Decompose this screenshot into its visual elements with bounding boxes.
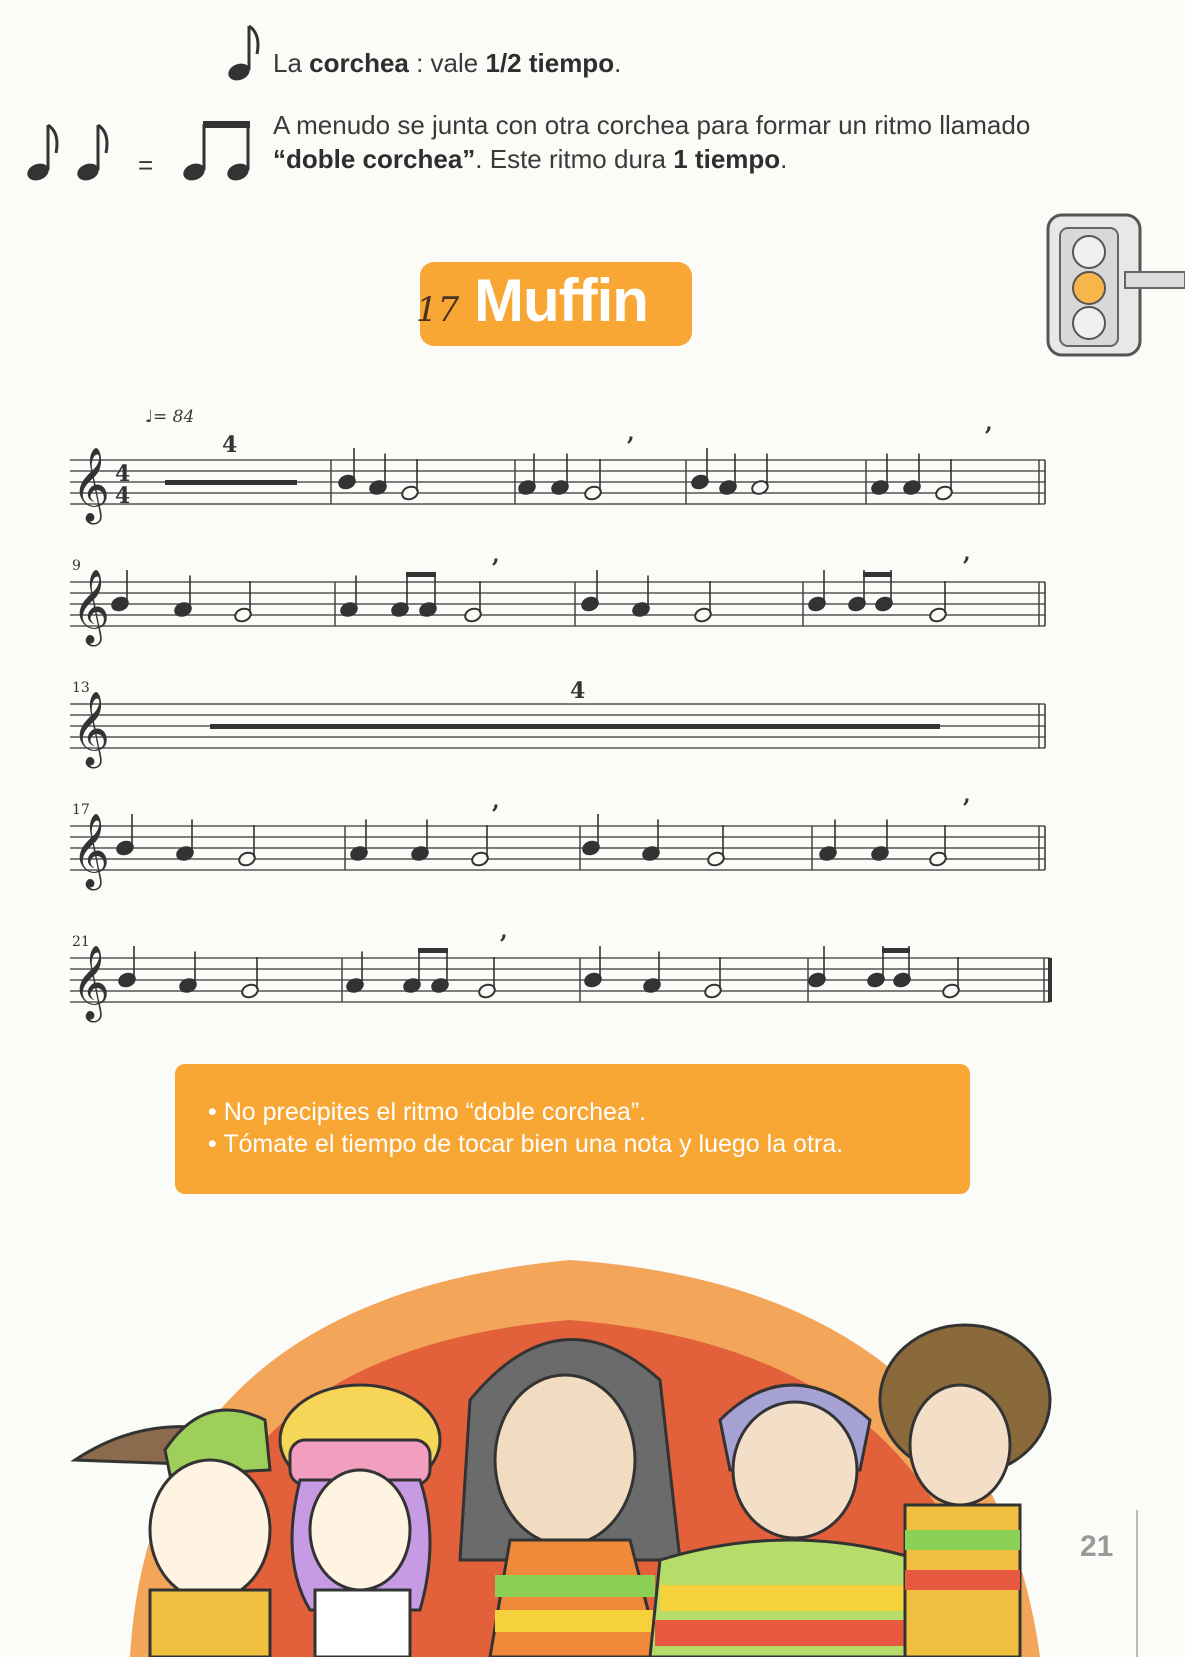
multi-rest-count: 4 bbox=[570, 678, 586, 704]
quarter-note-icon: ♩ bbox=[145, 407, 154, 427]
breath-mark: , bbox=[500, 918, 508, 944]
measure-number: 17 bbox=[72, 802, 90, 818]
song-number: 17 bbox=[416, 290, 460, 330]
treble-clef-icon: 𝄞 bbox=[72, 814, 110, 888]
time-signature-top: 4 bbox=[115, 461, 131, 487]
multi-rest-count: 4 bbox=[222, 432, 238, 458]
character-cap-boy bbox=[75, 1410, 270, 1657]
treble-clef-icon: 𝄞 bbox=[72, 692, 110, 766]
beamed-eighth-notes-icon bbox=[181, 121, 251, 183]
beam bbox=[882, 948, 910, 953]
breath-mark: , bbox=[627, 420, 635, 446]
breath-mark: , bbox=[963, 540, 971, 566]
two-eighth-notes-icon bbox=[25, 125, 107, 183]
beam bbox=[418, 948, 448, 953]
score bbox=[70, 410, 1050, 1023]
tip-box bbox=[175, 1064, 970, 1194]
equals-sign: = bbox=[138, 150, 154, 180]
measure-number: 13 bbox=[72, 680, 90, 696]
measure-number: 9 bbox=[72, 558, 81, 574]
beam bbox=[863, 572, 892, 577]
song-title: Muffin bbox=[474, 267, 648, 334]
traffic-light-icon bbox=[1048, 215, 1185, 355]
band-illustration bbox=[75, 1260, 1050, 1657]
measure-number: 21 bbox=[72, 934, 90, 950]
tip-line: • No precipites el ritmo “doble corchea”. bbox=[208, 1098, 647, 1126]
treble-clef-icon: 𝄞 bbox=[72, 448, 110, 522]
tempo-marking: ♩= 84 bbox=[145, 407, 195, 427]
beam bbox=[406, 572, 436, 577]
page-number: 21 bbox=[1080, 1530, 1114, 1563]
breath-mark: , bbox=[963, 782, 971, 808]
multi-rest-bar bbox=[210, 724, 940, 729]
treble-clef-icon: 𝄞 bbox=[72, 946, 110, 1020]
breath-mark: , bbox=[492, 542, 500, 568]
intro-line-doble-corchea: A menudo se junta con otra corchea para formar un ritmo llamado “doble corchea”. Este ritmo dura 1 tiempo. bbox=[273, 110, 1031, 174]
intro-line-corchea: La corchea : vale 1/2 tiempo. bbox=[273, 48, 622, 78]
page-edge-divider bbox=[1136, 1510, 1138, 1657]
treble-clef-icon: 𝄞 bbox=[72, 570, 110, 644]
breath-mark: , bbox=[492, 788, 500, 814]
multi-rest-bar bbox=[165, 480, 297, 485]
time-signature-bottom: 4 bbox=[115, 483, 131, 509]
tip-line: • Tómate el tiempo de tocar bien una nota y luego la otra. bbox=[208, 1130, 844, 1158]
eighth-note-icon bbox=[226, 26, 258, 83]
breath-mark: , bbox=[985, 410, 993, 436]
